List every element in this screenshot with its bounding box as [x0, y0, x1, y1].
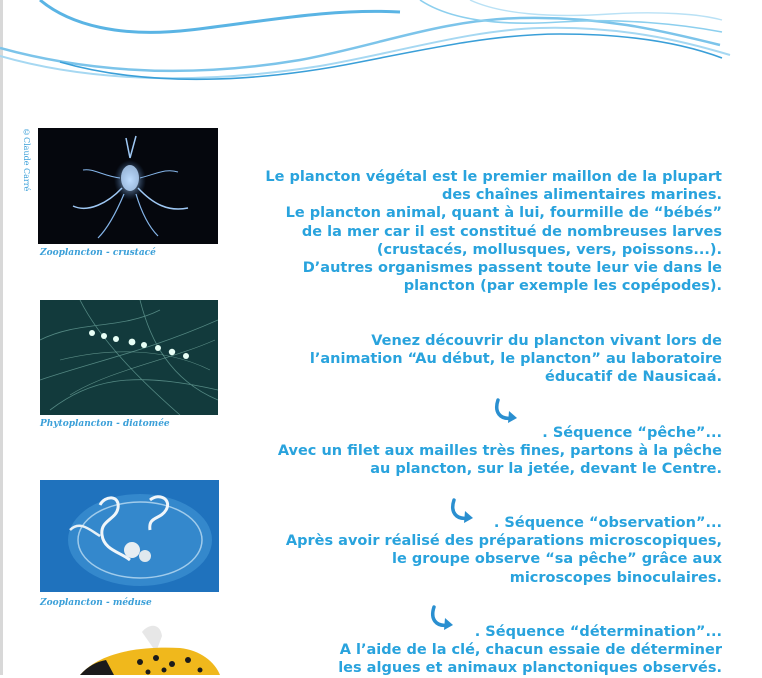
invite-paragraph: [310, 332, 722, 387]
text-line: Avec un filet aux mailles très fines, partons à la pêche: [277, 443, 722, 460]
header-waves: [0, 0, 762, 85]
sequence-determination: [338, 623, 722, 678]
intro-paragraph: [265, 168, 722, 295]
photo-caption: Zooplancton - méduse: [40, 598, 152, 608]
curved-arrow-icon: [492, 396, 522, 426]
sequence-title: . Séquence “pêche”...: [542, 425, 722, 441]
text-line: Le plancton végétal est le premier maillon de la plupart: [265, 169, 722, 185]
text-line: Venez découvrir du plancton vivant lors de: [371, 333, 722, 349]
text-line: A l’aide de la clé, chacun essaie de déterminer: [339, 642, 722, 659]
text-line: Le plancton animal, quant à lui, fourmille de “bébés”: [285, 205, 722, 222]
text-line: (crustacés, mollusques, vers, poissons...).: [376, 241, 722, 258]
text-line: microscopes binoculaires.: [509, 569, 722, 586]
text-line: des chaînes alimentaires marines.: [441, 187, 722, 204]
sequence-observation: [286, 514, 722, 587]
text-line: de la mer car il est constitué de nombreuses larves: [301, 223, 722, 240]
text-line: l’animation “Au début, le plancton” au laboratoire: [309, 351, 722, 368]
photo-zooplankton-jellyfish: [40, 480, 219, 592]
text-line: au plancton, sur la jetée, devant le Centre.: [370, 461, 722, 478]
photo-caption: Zooplancton - crustacé: [40, 248, 156, 258]
photo-zooplankton-crustacean: [38, 128, 218, 244]
photo-credit: ©Claude Carré: [22, 128, 31, 192]
sequence-title: . Séquence “observation”...: [493, 515, 722, 531]
sequence-title: . Séquence “détermination”...: [474, 624, 722, 640]
text-line: les algues et animaux planctoniques observés.: [338, 660, 722, 677]
sequence-peche: [278, 424, 722, 479]
photo-caption: Phytoplancton - diatomée: [40, 419, 170, 429]
text-line: Après avoir réalisé des préparations microscopiques,: [285, 533, 722, 550]
fish-illustration: [70, 622, 220, 675]
photo-phytoplankton-diatom: [40, 300, 218, 415]
text-line: le groupe observe “sa pêche” grâce aux: [391, 551, 722, 568]
text-line: D’autres organismes passent toute leur vie dans le: [302, 260, 722, 277]
text-line: plancton (par exemple les copépodes).: [403, 278, 722, 295]
text-line: éducatif de Nausicaá.: [545, 369, 722, 386]
page-left-border: [0, 0, 3, 675]
